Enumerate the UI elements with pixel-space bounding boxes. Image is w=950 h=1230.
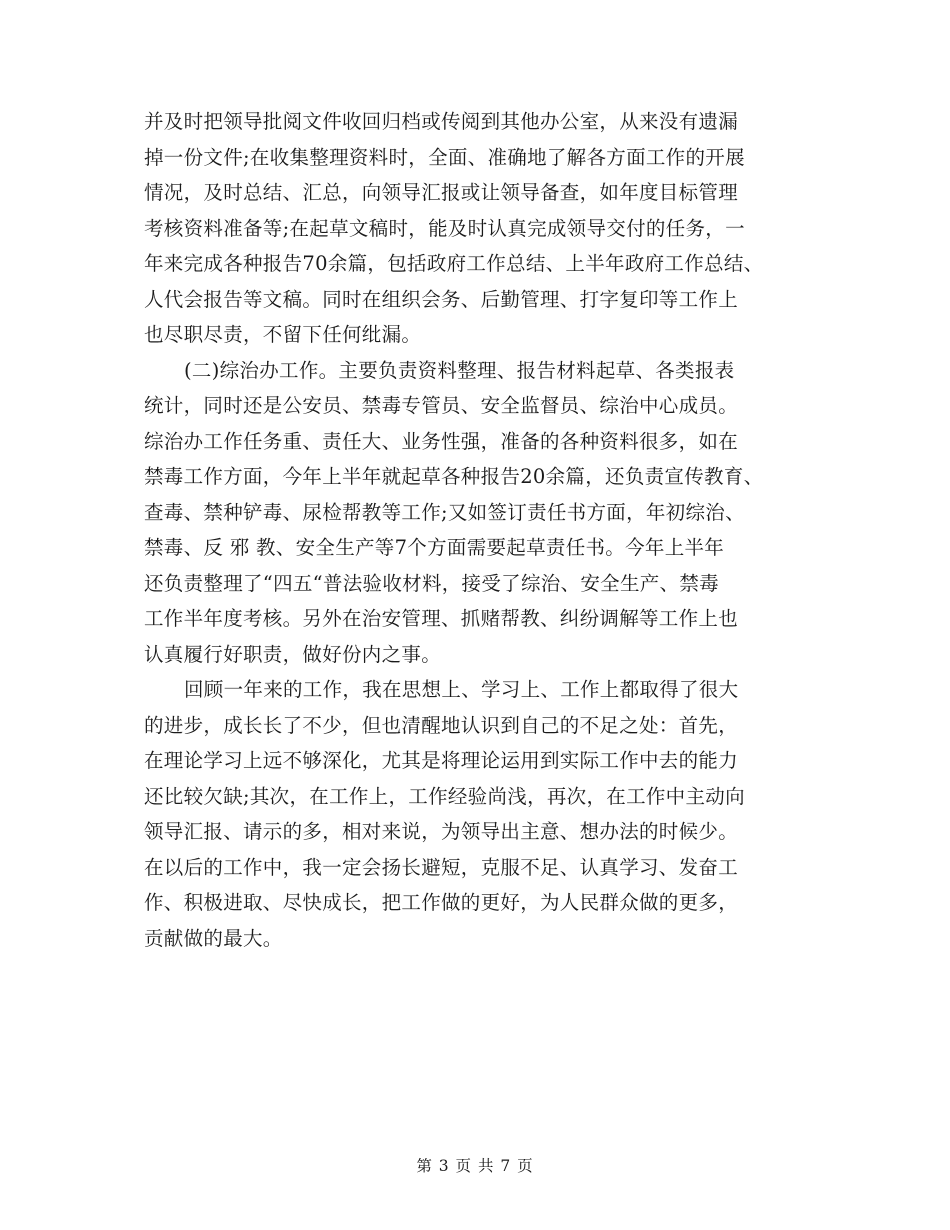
- text-line: 考核资料准备等;在起草文稿时，能及时认真完成领导交付的任务，一: [144, 216, 745, 240]
- page-number-footer: 第 3 页 共 7 页: [416, 1157, 534, 1175]
- text-line: 禁毒工作方面，今年上半年就起草各种报告20余篇，还负责宣传教育、: [144, 465, 764, 488]
- text-line: 统计，同时还是公安员、禁毒专管员、安全监督员、综治中心成员。: [144, 394, 739, 417]
- text-line: 认真履行好职责，做好份内之事。: [144, 642, 442, 666]
- text-line: 综治办工作任务重、责任大、业务性强，准备的各种资料很多，如在: [144, 429, 739, 453]
- text-line: 领导汇报、请示的多，相对来说，为领导出主意、想办法的时候少。: [144, 820, 739, 843]
- text-line: 的进步，成长长了不少，但也清醒地认识到自己的不足之处：首先，: [144, 713, 739, 737]
- text-line: 掉一份文件;在收集整理资料时，全面、准确地了解各方面工作的开展: [144, 145, 745, 169]
- text-line: 也尽职尽责，不留下任何纰漏。: [144, 323, 422, 346]
- text-line: 贡献做的最大。: [144, 926, 283, 950]
- text-line: 工作半年度考核。另外在治安管理、抓赌帮教、纠纷调解等工作上也: [144, 607, 739, 630]
- text-line: 还比较欠缺;其次，在工作上，工作经验尚浅，再次，在工作中主动向: [144, 784, 745, 808]
- text-line: 年来完成各种报告70余篇，包括政府工作总结、上半年政府工作总结、: [144, 252, 764, 275]
- text-line: (二)综治办工作。主要负责资料整理、报告材料起草、各类报表: [184, 358, 735, 382]
- text-line: 还负责整理了“四五“普法验收材料，接受了综治、安全生产、禁毒: [144, 571, 719, 595]
- text-line: 人代会报告等文稿。同时在组织会务、后勤管理、打字复印等工作上: [144, 287, 739, 311]
- text-line: 情况，及时总结、汇总，向领导汇报或让领导备查，如年度目标管理: [144, 181, 739, 204]
- text-line: 查毒、禁种铲毒、尿检帮教等工作;又如签订责任书方面，年初综治、: [144, 500, 745, 524]
- text-line: 回顾一年来的工作，我在思想上、学习上、工作上都取得了很大: [184, 678, 739, 701]
- text-line: 在理论学习上远不够深化，尤其是将理论运用到实际工作中去的能力: [144, 749, 739, 772]
- text-line: 作、积极进取、尽快成长，把工作做的更好，为人民群众做的更多，: [144, 891, 739, 914]
- text-line: 在以后的工作中，我一定会扬长避短，克服不足、认真学习、发奋工: [144, 855, 739, 879]
- document-body: [144, 104, 824, 956]
- text-line: 禁毒、反 邪 教、安全生产等7个方面需要起草责任书。今年上半年: [144, 536, 725, 559]
- text-line: 并及时把领导批阅文件收回归档或传阅到其他办公室，从来没有遗漏: [144, 110, 739, 133]
